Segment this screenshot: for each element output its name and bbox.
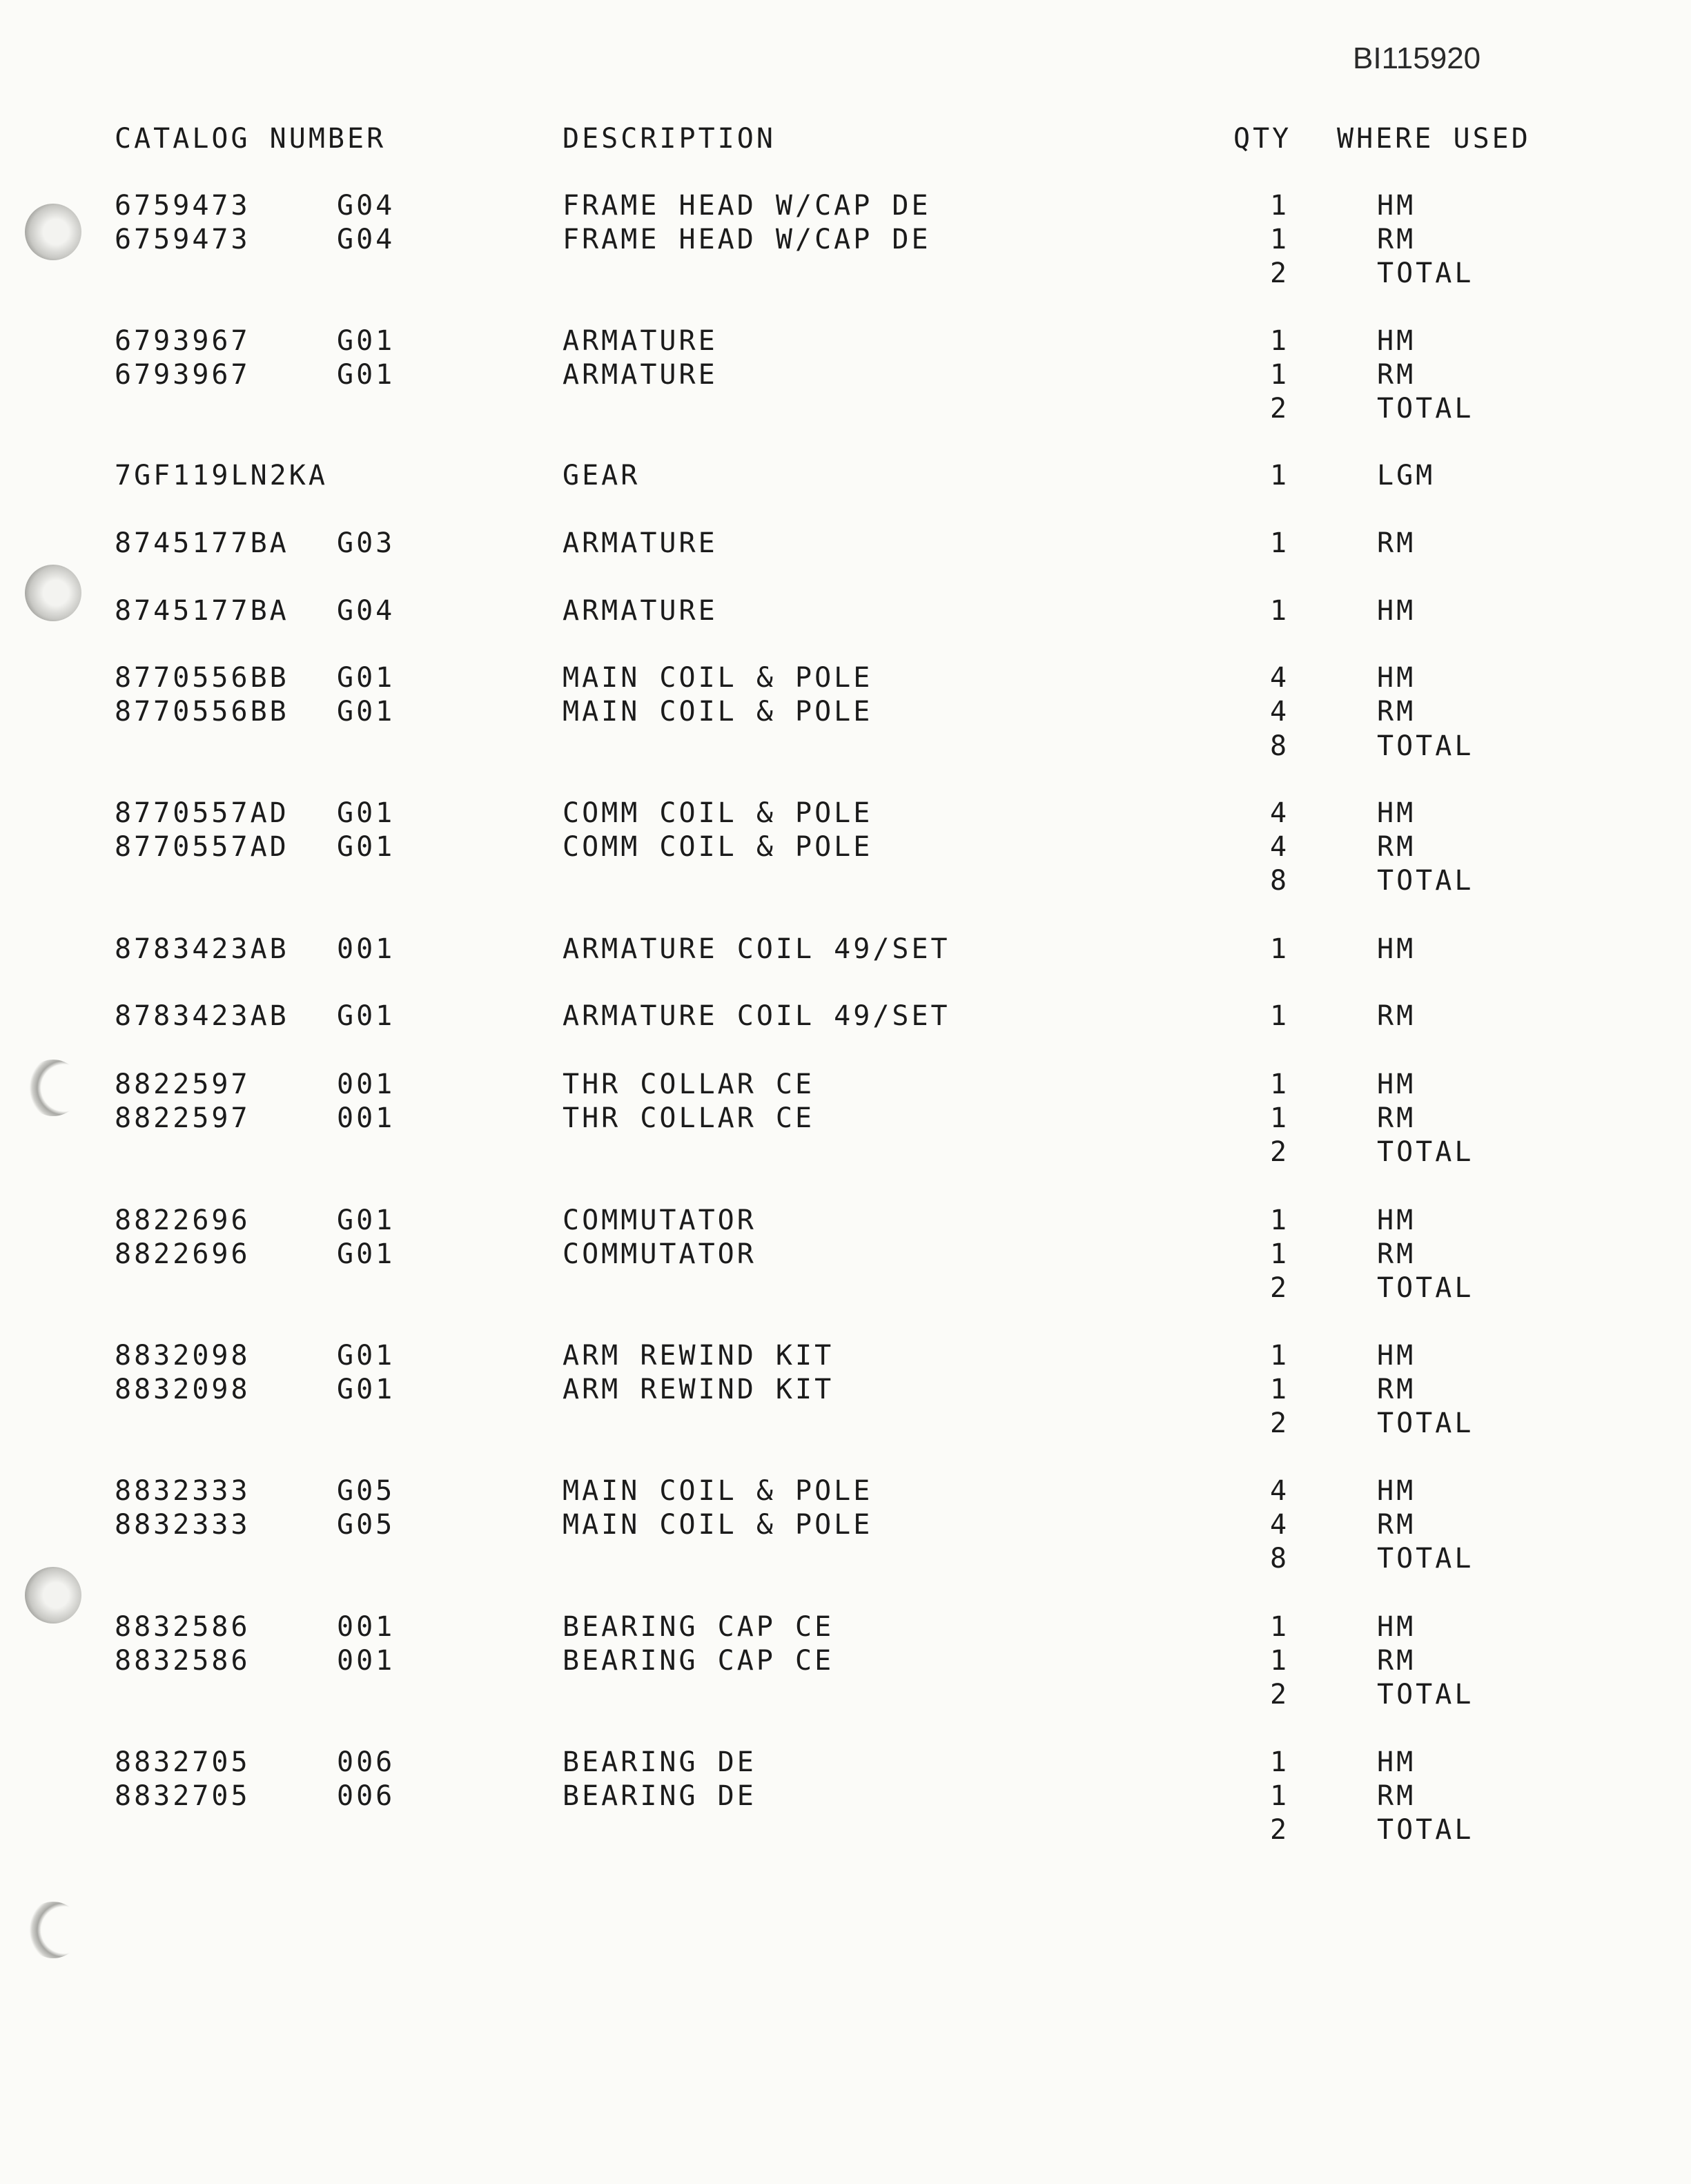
qty-cell: 8: [1270, 730, 1290, 762]
description-cell: COMM COIL & POLE: [563, 831, 873, 863]
punch-hole-mark: [25, 1567, 81, 1624]
where-used-cell: HM: [1377, 190, 1416, 222]
group-code-cell: G04: [337, 190, 395, 222]
catalog-number-cell: 6759473: [115, 224, 251, 255]
qty-cell: 2: [1270, 1814, 1290, 1846]
qty-cell: 4: [1270, 1509, 1290, 1541]
group-code-cell: G01: [337, 1374, 395, 1405]
description-cell: MAIN COIL & POLE: [563, 696, 873, 728]
group-code-cell: G01: [337, 797, 395, 829]
qty-cell: 1: [1270, 359, 1290, 391]
qty-cell: 4: [1270, 797, 1290, 829]
group-code-cell: 006: [337, 1780, 395, 1812]
qty-cell: 1: [1270, 1746, 1290, 1778]
where-used-cell: HM: [1377, 1340, 1416, 1372]
description-cell: ARMATURE COIL 49/SET: [563, 1000, 950, 1032]
catalog-number-cell: 8770556BB: [115, 696, 289, 728]
group-code-cell: G01: [337, 1000, 395, 1032]
description-cell: ARMATURE: [563, 527, 718, 559]
qty-cell: 2: [1270, 257, 1290, 289]
group-code-cell: G01: [337, 1205, 395, 1236]
where-used-cell: HM: [1377, 1611, 1416, 1643]
group-code-cell: G01: [337, 1238, 395, 1270]
qty-cell: 2: [1270, 1272, 1290, 1304]
catalog-number-cell: 8822597: [115, 1102, 251, 1134]
where-used-cell: TOTAL: [1377, 1543, 1474, 1574]
where-used-cell: RM: [1377, 1509, 1416, 1541]
description-cell: THR COLLAR CE: [563, 1102, 815, 1134]
catalog-number-cell: 6793967: [115, 325, 251, 357]
description-cell: BEARING CAP CE: [563, 1611, 834, 1643]
where-used-cell: HM: [1377, 1069, 1416, 1100]
catalog-number-cell: 8832586: [115, 1611, 251, 1643]
description-cell: ARMATURE: [563, 325, 718, 357]
where-used-cell: HM: [1377, 797, 1416, 829]
where-used-cell: TOTAL: [1377, 730, 1474, 762]
description-cell: MAIN COIL & POLE: [563, 1509, 873, 1541]
punch-hole-mark: [25, 1902, 81, 1958]
catalog-number-cell: 8770556BB: [115, 662, 289, 694]
description-cell: BEARING CAP CE: [563, 1645, 834, 1677]
catalog-number-cell: 8832333: [115, 1509, 251, 1541]
where-used-cell: TOTAL: [1377, 393, 1474, 425]
catalog-number-cell: 8832333: [115, 1475, 251, 1507]
catalog-number-cell: 8822696: [115, 1205, 251, 1236]
catalog-number-cell: 8745177BA: [115, 527, 289, 559]
description-cell: ARMATURE: [563, 359, 718, 391]
group-code-cell: 001: [337, 1611, 395, 1643]
qty-cell: 8: [1270, 865, 1290, 897]
catalog-number-cell: 7GF119LN2KA: [115, 460, 328, 491]
where-used-cell: RM: [1377, 696, 1416, 728]
where-used-cell: RM: [1377, 1238, 1416, 1270]
qty-cell: 4: [1270, 831, 1290, 863]
qty-cell: 4: [1270, 662, 1290, 694]
where-used-cell: HM: [1377, 1475, 1416, 1507]
qty-cell: 1: [1270, 325, 1290, 357]
qty-cell: 1: [1270, 1102, 1290, 1134]
description-cell: ARMATURE COIL 49/SET: [563, 933, 950, 965]
description-cell: ARM REWIND KIT: [563, 1340, 834, 1372]
qty-cell: 2: [1270, 1407, 1290, 1439]
header-description: DESCRIPTION: [563, 123, 776, 155]
qty-cell: 1: [1270, 1205, 1290, 1236]
where-used-cell: RM: [1377, 1645, 1416, 1677]
catalog-number-cell: 8783423AB: [115, 1000, 289, 1032]
description-cell: FRAME HEAD W/CAP DE: [563, 224, 931, 255]
qty-cell: 2: [1270, 1136, 1290, 1168]
catalog-number-cell: 8822696: [115, 1238, 251, 1270]
description-cell: BEARING DE: [563, 1780, 756, 1812]
where-used-cell: HM: [1377, 933, 1416, 965]
group-code-cell: 001: [337, 1069, 395, 1100]
where-used-cell: TOTAL: [1377, 1272, 1474, 1304]
qty-cell: 4: [1270, 1475, 1290, 1507]
where-used-cell: RM: [1377, 1000, 1416, 1032]
description-cell: MAIN COIL & POLE: [563, 662, 873, 694]
where-used-cell: RM: [1377, 831, 1416, 863]
document-id: BI115920: [1353, 41, 1481, 75]
catalog-number-cell: 8822597: [115, 1069, 251, 1100]
where-used-cell: HM: [1377, 1205, 1416, 1236]
group-code-cell: G05: [337, 1475, 395, 1507]
qty-cell: 1: [1270, 527, 1290, 559]
qty-cell: 1: [1270, 460, 1290, 491]
header-qty: QTY: [1233, 123, 1292, 155]
catalog-number-cell: 8832586: [115, 1645, 251, 1677]
description-cell: THR COLLAR CE: [563, 1069, 815, 1100]
header-catalog-number: CATALOG NUMBER: [115, 123, 387, 155]
group-code-cell: G04: [337, 595, 395, 627]
description-cell: ARMATURE: [563, 595, 718, 627]
catalog-number-cell: 8832098: [115, 1340, 251, 1372]
catalog-number-cell: 8770557AD: [115, 831, 289, 863]
group-code-cell: 001: [337, 1102, 395, 1134]
group-code-cell: G01: [337, 359, 395, 391]
qty-cell: 1: [1270, 1374, 1290, 1405]
header-where-used: WHERE USED: [1337, 123, 1531, 155]
punch-hole-mark: [25, 1060, 81, 1116]
where-used-cell: HM: [1377, 662, 1416, 694]
where-used-cell: TOTAL: [1377, 1407, 1474, 1439]
qty-cell: 1: [1270, 1069, 1290, 1100]
group-code-cell: G04: [337, 224, 395, 255]
qty-cell: 1: [1270, 933, 1290, 965]
description-cell: ARM REWIND KIT: [563, 1374, 834, 1405]
group-code-cell: G01: [337, 1340, 395, 1372]
where-used-cell: RM: [1377, 359, 1416, 391]
catalog-number-cell: 8832705: [115, 1746, 251, 1778]
catalog-number-cell: 6759473: [115, 190, 251, 222]
qty-cell: 4: [1270, 696, 1290, 728]
description-cell: COMM COIL & POLE: [563, 797, 873, 829]
where-used-cell: TOTAL: [1377, 865, 1474, 897]
group-code-cell: 006: [337, 1746, 395, 1778]
where-used-cell: HM: [1377, 1746, 1416, 1778]
description-cell: MAIN COIL & POLE: [563, 1475, 873, 1507]
where-used-cell: RM: [1377, 1102, 1416, 1134]
qty-cell: 1: [1270, 1238, 1290, 1270]
where-used-cell: TOTAL: [1377, 1814, 1474, 1846]
group-code-cell: G03: [337, 527, 395, 559]
catalog-number-cell: 6793967: [115, 359, 251, 391]
where-used-cell: LGM: [1377, 460, 1436, 491]
description-cell: FRAME HEAD W/CAP DE: [563, 190, 931, 222]
description-cell: BEARING DE: [563, 1746, 756, 1778]
qty-cell: 1: [1270, 1645, 1290, 1677]
qty-cell: 1: [1270, 1780, 1290, 1812]
qty-cell: 2: [1270, 393, 1290, 425]
where-used-cell: RM: [1377, 1780, 1416, 1812]
group-code-cell: G01: [337, 696, 395, 728]
punch-hole-mark: [25, 565, 81, 621]
catalog-number-cell: 8745177BA: [115, 595, 289, 627]
where-used-cell: RM: [1377, 1374, 1416, 1405]
catalog-number-cell: 8832705: [115, 1780, 251, 1812]
qty-cell: 1: [1270, 1000, 1290, 1032]
group-code-cell: 001: [337, 1645, 395, 1677]
group-code-cell: G01: [337, 325, 395, 357]
qty-cell: 1: [1270, 190, 1290, 222]
where-used-cell: RM: [1377, 224, 1416, 255]
where-used-cell: HM: [1377, 325, 1416, 357]
catalog-number-cell: 8832098: [115, 1374, 251, 1405]
group-code-cell: G05: [337, 1509, 395, 1541]
qty-cell: 8: [1270, 1543, 1290, 1574]
description-cell: COMMUTATOR: [563, 1238, 756, 1270]
where-used-cell: HM: [1377, 595, 1416, 627]
catalog-number-cell: 8770557AD: [115, 797, 289, 829]
where-used-cell: TOTAL: [1377, 1136, 1474, 1168]
group-code-cell: G01: [337, 831, 395, 863]
qty-cell: 1: [1270, 1611, 1290, 1643]
where-used-cell: TOTAL: [1377, 1679, 1474, 1710]
qty-cell: 1: [1270, 595, 1290, 627]
description-cell: GEAR: [563, 460, 641, 491]
qty-cell: 2: [1270, 1679, 1290, 1710]
qty-cell: 1: [1270, 1340, 1290, 1372]
punch-hole-mark: [25, 204, 81, 260]
where-used-cell: TOTAL: [1377, 257, 1474, 289]
description-cell: COMMUTATOR: [563, 1205, 756, 1236]
where-used-cell: RM: [1377, 527, 1416, 559]
qty-cell: 1: [1270, 224, 1290, 255]
group-code-cell: G01: [337, 662, 395, 694]
catalog-number-cell: 8783423AB: [115, 933, 289, 965]
group-code-cell: 001: [337, 933, 395, 965]
